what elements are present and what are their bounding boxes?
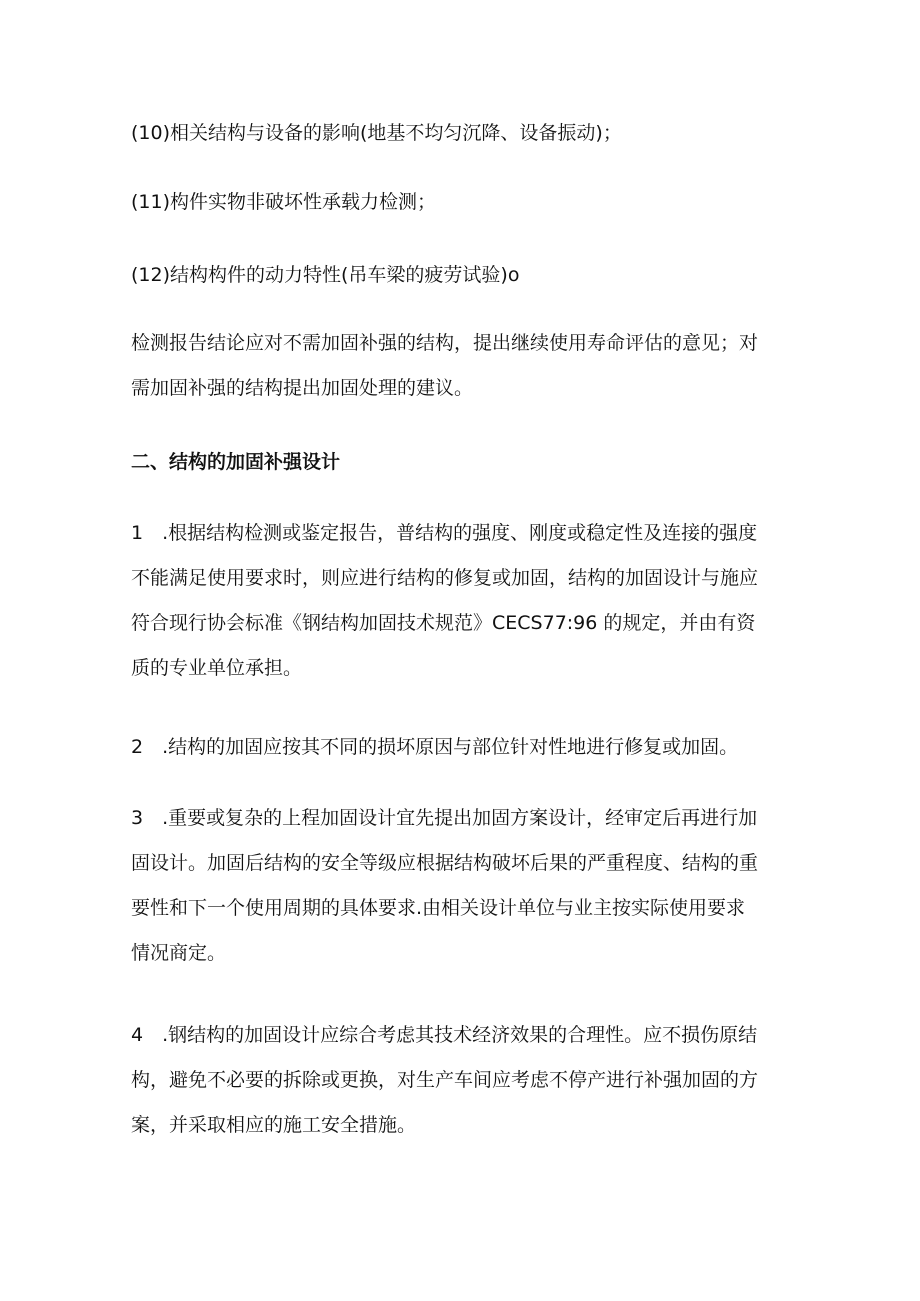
numbered-paragraph-3 xyxy=(131,796,796,976)
list-item-10 xyxy=(131,111,796,156)
paragraph-line: 1 .根据结构检测或鉴定报告，普结构的强度、刚度或稳定性及连接的强度 xyxy=(131,522,758,544)
numbered-paragraph-1 xyxy=(131,511,796,691)
conclusion-paragraph xyxy=(131,321,796,411)
section-heading-text: 二、结构的加固补强设计 xyxy=(131,451,341,473)
list-item-12 xyxy=(131,253,796,298)
list-item-text: (10)相关结构与设备的影响(地基不均匀沉降、设备振动)； xyxy=(131,122,622,144)
paragraph-line: 3 .重要或复杂的上程加固设计宜先提出加固方案设计，经审定后再进行加 xyxy=(131,807,758,829)
paragraph-line: 检测报告结论应对不需加固补强的结构，提出继续使用寿命评估的意见；对 xyxy=(131,332,759,354)
paragraph-line: 质的专业单位承担。 xyxy=(131,657,303,679)
section-heading xyxy=(131,440,796,485)
list-item-11 xyxy=(131,180,796,225)
paragraph-line: 构，避免不必要的拆除或更换，对生产车间应考虑不停产进行补强加固的方 xyxy=(131,1069,759,1091)
paragraph-line: 要性和下一个使用周期的具体要求.由相关设计单位与业主按实际使用要求 xyxy=(131,897,746,919)
paragraph-line: 情况商定。 xyxy=(131,942,227,964)
list-item-text: (12)结构构件的动力特性(吊车梁的疲劳试验)o xyxy=(131,264,520,286)
paragraph-line: 需加固补强的结构提出加固处理的建议。 xyxy=(131,377,474,399)
paragraph-line: 案，并采取相应的施工安全措施。 xyxy=(131,1114,417,1136)
paragraph-line: 符合现行协会标准《钢结构加固技术规范》CECS77:96 的规定，并由有资 xyxy=(131,612,756,634)
numbered-paragraph-4 xyxy=(131,1013,796,1148)
numbered-paragraph-2 xyxy=(131,725,796,770)
paragraph-line: 不能满足使用要求时，则应进行结构的修复或加固，结构的加固设计与施应 xyxy=(131,567,759,589)
paragraph-line: 固设计。加固后结构的安全等级应根据结构破坏后果的严重程度、结构的重 xyxy=(131,852,759,874)
list-item-text: (11)构件实物非破坏性承载力检测； xyxy=(131,191,437,213)
paragraph-line: 4 .钢结构的加固设计应综合考虑其技术经济效果的合理性。应不损伤原结 xyxy=(131,1024,758,1046)
paragraph-line: 2 .结构的加固应按其不同的损坏原因与部位针对性地进行修复或加固。 xyxy=(131,736,739,758)
